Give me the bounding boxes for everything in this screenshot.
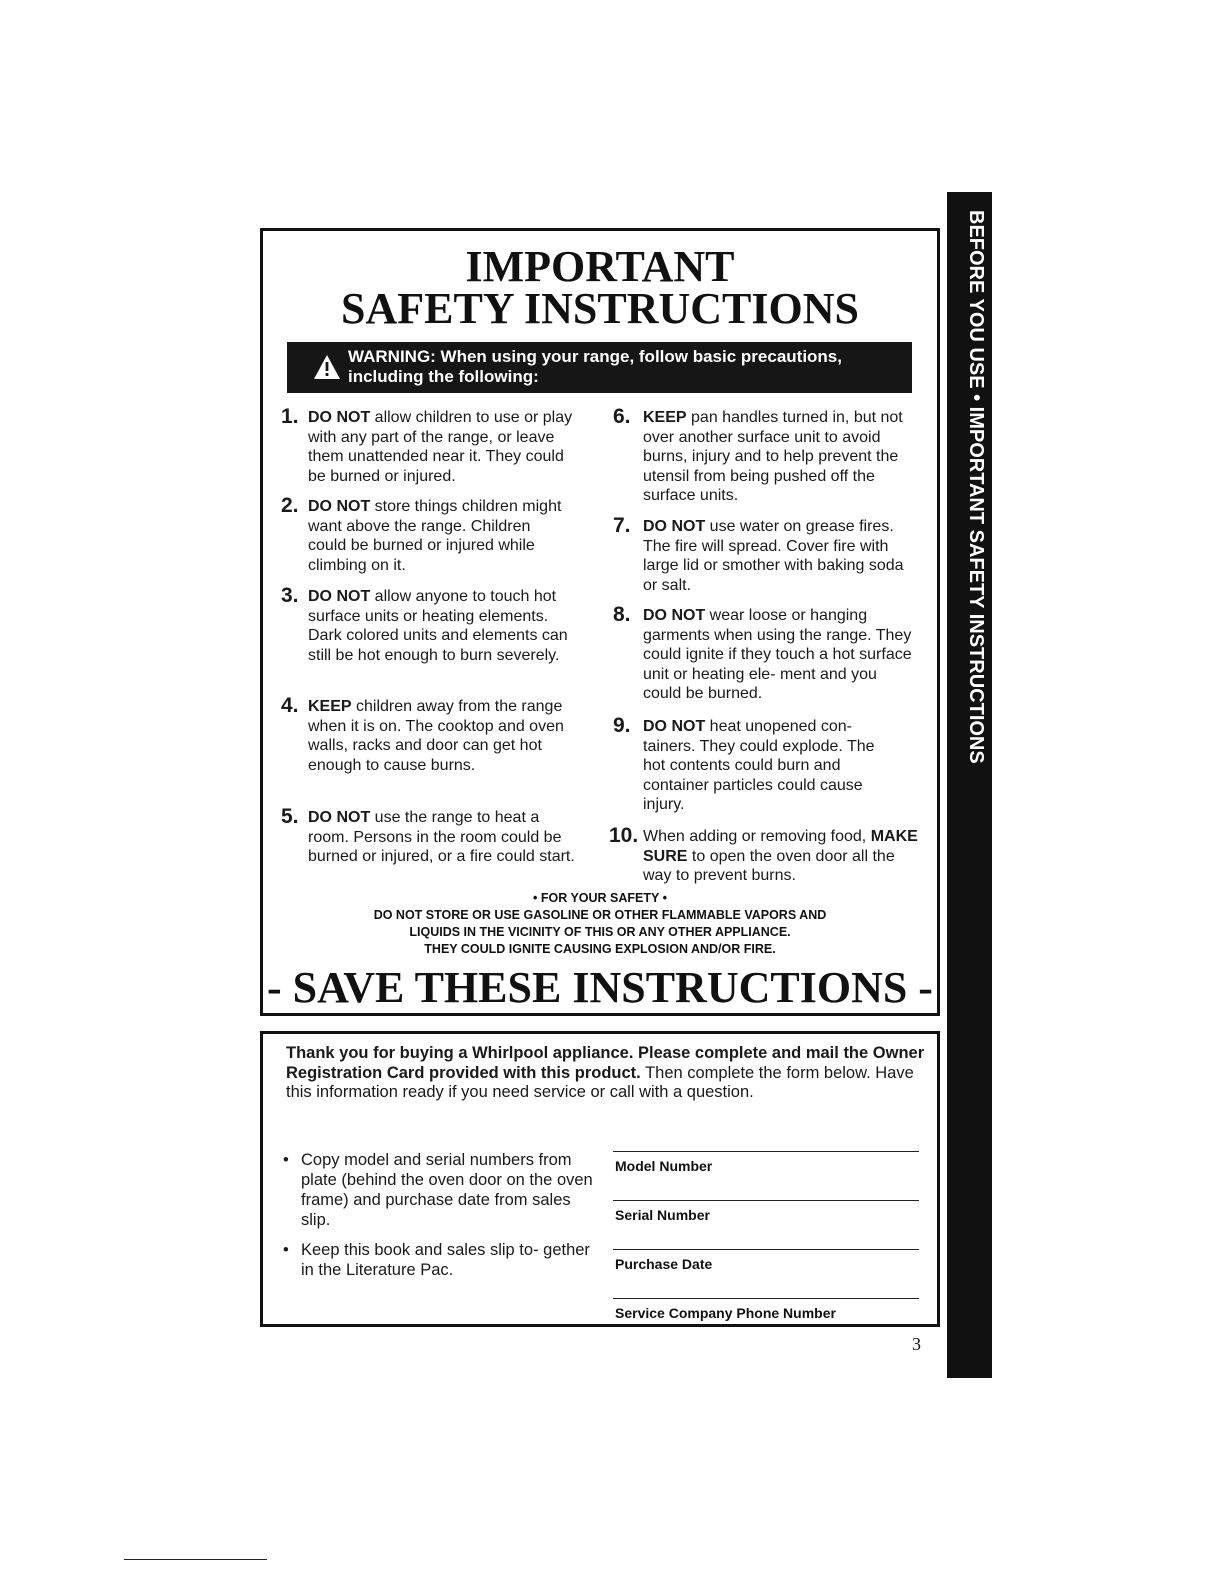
item-number: 8.: [613, 603, 631, 626]
model-number-field[interactable]: [613, 1151, 919, 1174]
section-tab: [947, 192, 992, 1378]
item-text-prefix: When adding or removing food,: [643, 828, 871, 845]
bullet-dot: •: [283, 1151, 289, 1169]
item-keyword: KEEP: [308, 698, 352, 715]
item-number: 10.: [609, 824, 639, 847]
model-number-label: Model Number: [615, 1158, 713, 1174]
page-number: 3: [912, 1334, 921, 1354]
item-number: 2.: [281, 494, 299, 517]
serial-number-label: Serial Number: [615, 1207, 710, 1223]
item-keyword: DO NOT: [308, 588, 371, 605]
warning-triangle-icon: [313, 354, 341, 380]
purchase-date-label: Purchase Date: [615, 1256, 713, 1272]
item-number: 5.: [281, 805, 299, 828]
item-keyword: DO NOT: [308, 409, 371, 426]
safety-warning-line: DO NOT STORE OR USE GASOLINE OR OTHER FLAMMABLE VAPORS AND: [373, 908, 827, 922]
item-text: pan handles turned in, but not over another surface unit to avoid burns, injury and to help prevent the utensil from being pushed off the surface units.: [643, 409, 903, 504]
service-phone-field[interactable]: [613, 1298, 919, 1321]
item-keyword: DO NOT: [643, 718, 706, 735]
item-text: use water on grease fires. The fire will spread. Cover fire with large lid or smother with baking soda or salt.: [643, 518, 904, 594]
thank-you-paragraph: [286, 1044, 926, 1103]
item-number: 7.: [613, 514, 631, 537]
item-text: use the range to heat a room. Persons in the room could be burned or injured, or a fire could start.: [308, 809, 575, 865]
safety-warning-line: THEY COULD IGNITE CAUSING EXPLOSION AND/OR FIRE.: [424, 942, 776, 956]
item-keyword: DO NOT: [643, 518, 706, 535]
section-tab-label: BEFORE YOU USE • IMPORTANT SAFETY INSTRUCTIONS: [965, 210, 987, 764]
item-keyword: KEEP: [643, 409, 687, 426]
warning-bar: [287, 342, 912, 393]
item-number: 6.: [613, 405, 631, 428]
item-keyword: MAKE SURE: [643, 828, 918, 865]
safety-instructions-box: [260, 228, 940, 1016]
save-these-instructions: - SAVE THESE INSTRUCTIONS -: [267, 963, 933, 1012]
title-safety-instructions: SAFETY INSTRUCTIONS: [341, 284, 859, 333]
safety-warning-line: LIQUIDS IN THE VICINITY OF THIS OR ANY OTHER APPLIANCE.: [409, 925, 791, 939]
item-number: 9.: [613, 714, 631, 737]
item-text: to open the oven door all the way to prevent burns.: [643, 847, 895, 884]
warning-text: WARNING: When using your range, follow basic precautions, including the following:: [348, 347, 842, 386]
title-important: IMPORTANT: [465, 242, 735, 291]
registration-box: [260, 1031, 940, 1327]
thank-you-text: Then complete the form below. Have this information ready if you need service or call with a question.: [286, 1063, 914, 1101]
serial-number-field[interactable]: [613, 1200, 919, 1223]
item-number: 3.: [281, 584, 299, 607]
item-keyword: DO NOT: [643, 607, 706, 624]
item-text: allow anyone to touch hot surface units or heating elements. Dark colored units and elements can still be hot enough to burn severely.: [308, 588, 568, 664]
for-your-safety-heading: • FOR YOUR SAFETY •: [532, 891, 667, 905]
item-text: allow children to use or play with any part of the range, or leave them unattended near it. They could be burned or injured.: [308, 409, 573, 485]
item-keyword: DO NOT: [308, 498, 371, 515]
item-number: 1.: [281, 405, 299, 428]
item-text: wear loose or hanging garments when using the range. They could ignite if they touch a hot surface unit or heating ele- ment and you could be burned.: [643, 607, 912, 702]
item-text: store things children might want above the range. Children could be burned or injured while climbing on it.: [308, 498, 562, 574]
purchase-date-field[interactable]: [613, 1249, 919, 1272]
item-text: children away from the range when it is on. The cooktop and oven walls, racks and door can get hot enough to cause burns.: [308, 698, 564, 774]
thank-you-bold: Thank you for buying a Whirlpool appliance. Please complete and mail the Owner Registration Card provided with this product.: [286, 1044, 925, 1082]
bullet-dot: •: [283, 1241, 289, 1259]
footnote-rule: [124, 1559, 267, 1560]
service-phone-label: Service Company Phone Number: [615, 1305, 836, 1321]
bullet-text: Copy model and serial numbers from plate (behind the oven door on the oven frame) and purchase date from sales slip.: [301, 1151, 593, 1229]
item-text: heat unopened con- tainers. They could explode. The hot contents could burn and container particles could cause injury.: [643, 718, 875, 813]
item-keyword: DO NOT: [308, 809, 371, 826]
item-number: 4.: [281, 694, 299, 717]
bullet-text: Keep this book and sales slip to- gether in the Literature Pac.: [301, 1241, 590, 1279]
